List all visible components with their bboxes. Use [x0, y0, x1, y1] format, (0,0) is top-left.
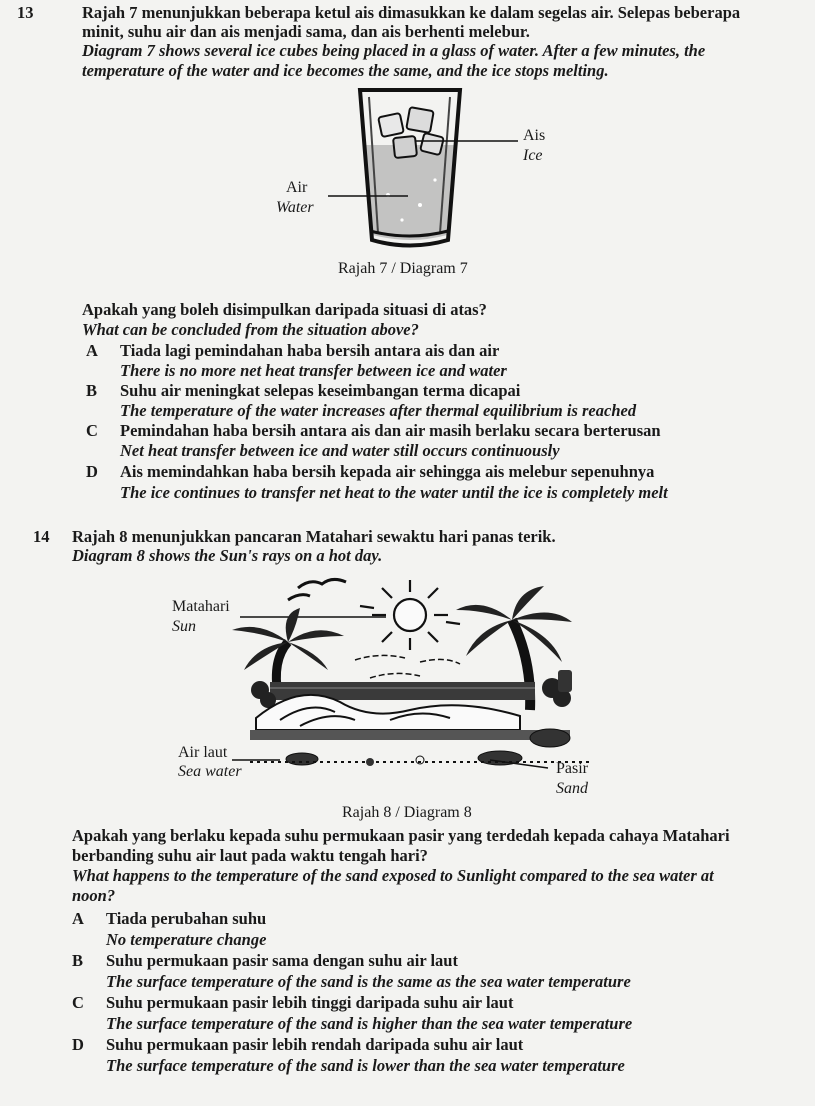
option-d-en: The surface temperature of the sand is lower than the sea water temperature: [106, 1056, 625, 1075]
sea-label-ms: Air laut: [178, 744, 228, 761]
stem-en-line2: temperature of the water and ice becomes the same, and the ice stops melting.: [82, 61, 609, 80]
option-b-en: The temperature of the water increases after thermal equilibrium is reached: [120, 401, 637, 420]
option-a-ms: Tiada perubahan suhu: [106, 909, 267, 928]
option-a-en: There is no more net heat transfer between ice and water: [120, 361, 507, 380]
glass-icon: [360, 90, 460, 246]
option-a-en: No temperature change: [106, 930, 267, 949]
diagram-8-caption: Rajah 8 / Diagram 8: [342, 804, 472, 821]
stem-en: Diagram 8 shows the Sun's rays on a hot day.: [72, 546, 383, 565]
sand-label-ms: Pasir: [556, 760, 588, 777]
question-ms-line1: Apakah yang berlaku kepada suhu permukaan pasir yang terdedah kepada cahaya Matahari: [72, 826, 730, 845]
wave-icon: [256, 695, 520, 730]
water-label-ms: Air: [286, 179, 308, 196]
stem-ms-line2: minit, suhu air dan ais menjadi sama, dan ais berhenti melebur.: [82, 22, 530, 41]
option-c-letter: C: [72, 993, 84, 1012]
question-ms-line2: berbanding suhu air laut pada waktu tengah hari?: [72, 846, 428, 865]
option-b-ms: Suhu air meningkat selepas keseimbangan terma dicapai: [120, 381, 521, 400]
option-c-en: The surface temperature of the sand is higher than the sea water temperature: [106, 1014, 633, 1033]
option-c-letter: C: [86, 421, 98, 440]
option-a-ms: Tiada lagi pemindahan haba bersih antara ais dan air: [120, 341, 500, 360]
option-c-ms: Pemindahan haba bersih antara ais dan air masih berlaku secara berterusan: [120, 421, 661, 440]
water-label-en: Water: [276, 199, 314, 216]
diagram-7-caption: Rajah 7 / Diagram 7: [338, 260, 468, 277]
option-d-letter: D: [72, 1035, 84, 1054]
sun-label-ms: Matahari: [172, 598, 230, 615]
option-b-letter: B: [86, 381, 98, 400]
sun-icon: [360, 580, 460, 650]
option-d-en: The ice continues to transfer net heat to the water until the ice is completely melt: [120, 483, 668, 502]
question-en: What can be concluded from the situation above?: [82, 320, 419, 339]
option-c-ms: Suhu permukaan pasir lebih tinggi daripada suhu air laut: [106, 993, 514, 1012]
option-b-letter: B: [72, 951, 84, 970]
option-d-ms: Suhu permukaan pasir lebih rendah daripada suhu air laut: [106, 1035, 524, 1054]
option-c-en: Net heat transfer between ice and water still occurs continuously: [120, 441, 560, 460]
option-d-letter: D: [86, 462, 98, 481]
sun-label-en: Sun: [172, 618, 196, 635]
option-b-en: The surface temperature of the sand is the same as the sea water temperature: [106, 972, 631, 991]
stem-en-line1: Diagram 7 shows several ice cubes being placed in a glass of water. After a few minutes, the: [82, 41, 706, 60]
question-en-line1: What happens to the temperature of the sand exposed to Sunlight compared to the sea water at: [72, 866, 714, 885]
sea-label-en: Sea water: [178, 763, 242, 780]
sand-label-en: Sand: [556, 780, 588, 797]
option-d-ms: Ais memindahkan haba bersih kepada air sehingga ais melebur sepenuhnya: [120, 462, 655, 481]
ice-label-ms: Ais: [523, 127, 546, 144]
ice-label-en: Ice: [523, 147, 543, 164]
question-en-line2: noon?: [72, 886, 116, 905]
question-ms: Apakah yang boleh disimpulkan daripada situasi di atas?: [82, 300, 487, 319]
option-b-ms: Suhu permukaan pasir sama dengan suhu air laut: [106, 951, 458, 970]
question-number: 13: [17, 3, 34, 22]
stem-ms-line1: Rajah 7 menunjukkan beberapa ketul ais dimasukkan ke dalam segelas air. Selepas beberapa: [82, 3, 741, 22]
stem-ms: Rajah 8 menunjukkan pancaran Matahari sewaktu hari panas terik.: [72, 527, 556, 546]
option-a-letter: A: [86, 341, 98, 360]
option-a-letter: A: [72, 909, 84, 928]
bird-icon: [288, 579, 346, 600]
glass-diagram: [270, 85, 560, 260]
question-number: 14: [33, 527, 50, 546]
palm-tree-icon: [232, 608, 344, 695]
